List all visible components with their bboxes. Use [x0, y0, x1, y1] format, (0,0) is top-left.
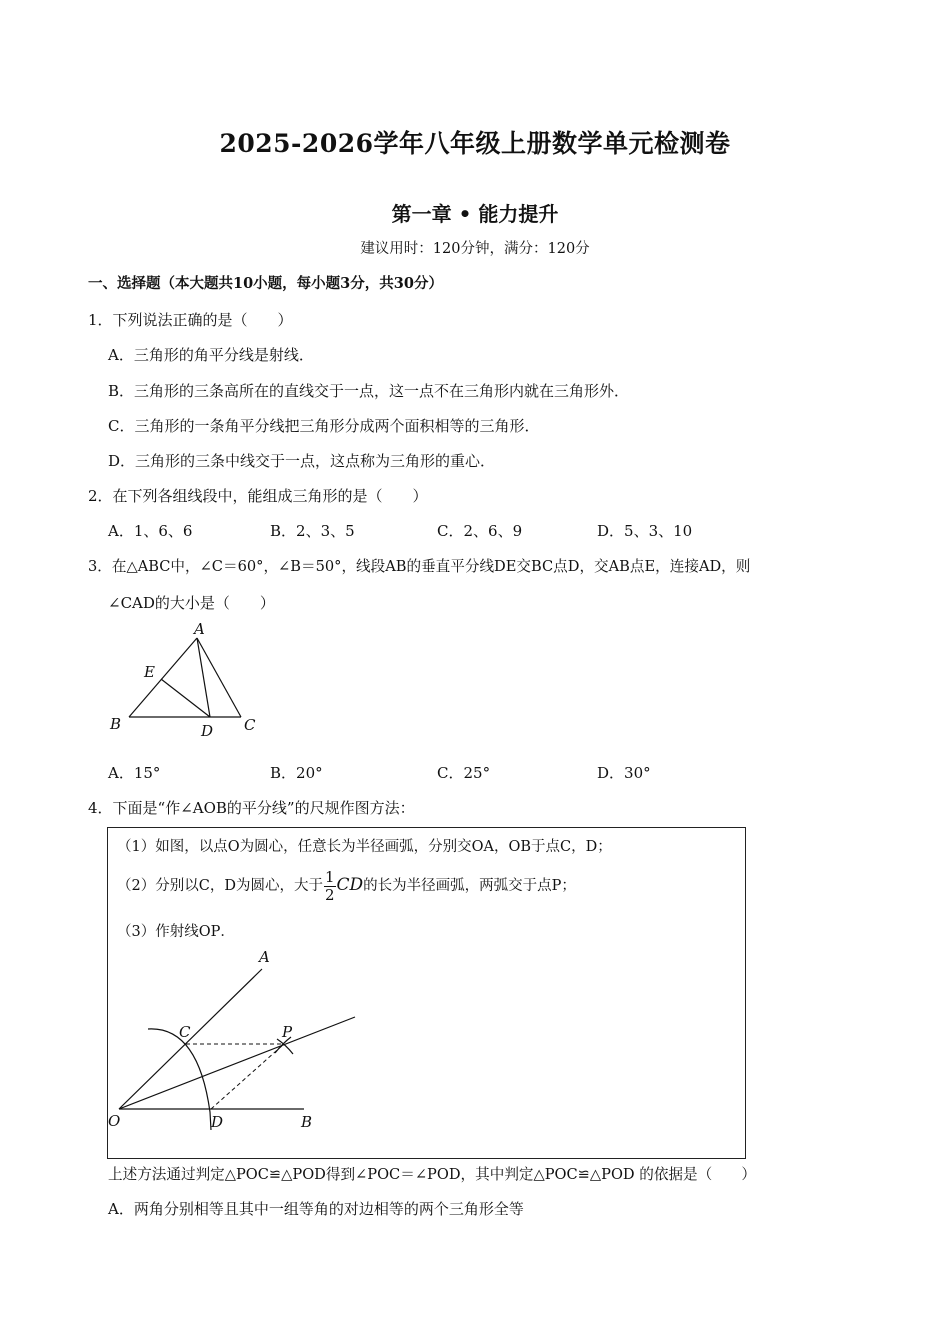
- point-label-c: C: [179, 1023, 191, 1041]
- fraction-half: [324, 869, 336, 904]
- angle-bisector-figure: [100, 940, 380, 1140]
- question-2-option-a: A．1、6、6: [108, 522, 193, 540]
- question-2-option-b: B．2、3、5: [270, 522, 355, 540]
- triangle-figure: [100, 616, 270, 746]
- construction-step-2-suffix: 的长为半径画弧，两弧交于点P；: [363, 878, 576, 894]
- point-label-d: D: [211, 1113, 224, 1131]
- question-2-option-d: D．5、3、10: [597, 522, 693, 540]
- question-2-option-c: C．2、6、9: [437, 522, 523, 540]
- vertex-label-d: D: [201, 722, 214, 740]
- construction-step-3: （3）作射线OP．: [117, 924, 235, 940]
- question-4-stem: 4．下面是“作∠AOB的平分线”的尺规作图方法：: [88, 799, 415, 817]
- fraction-numerator: 1: [324, 867, 335, 886]
- vertex-label-o: O: [108, 1112, 121, 1130]
- page-title: 2025-2026学年八年级上册数学单元检测卷: [219, 129, 731, 158]
- question-3-option-a: A．15°: [108, 764, 161, 782]
- vertex-label-c: C: [244, 716, 256, 734]
- question-4-option-a: A．两角分别相等且其中一组等角的对边相等的两个三角形全等: [108, 1200, 524, 1218]
- vertex-label-a: A: [194, 620, 205, 638]
- question-4-conclusion: 上述方法通过判定△POC≌△POD得到∠POC＝∠POD，其中判定△POC≌△POD 的依据是（ ）: [108, 1166, 756, 1183]
- question-1-stem: 1．下列说法正确的是（ ）: [88, 311, 293, 329]
- fraction-denominator: 2: [324, 885, 335, 904]
- question-1-option-a: A．三角形的角平分线是射线．: [108, 346, 314, 364]
- construction-step-2-prefix: （2）分别以C，D为圆心，大于: [117, 878, 323, 894]
- question-3-option-d: D．30°: [597, 764, 651, 782]
- question-3-option-c: C．25°: [437, 764, 491, 782]
- question-1-option-b: B．三角形的三条高所在的直线交于一点，这一点不在三角形内就在三角形外．: [108, 382, 630, 400]
- question-3-option-b: B．20°: [270, 764, 323, 782]
- vertex-label-b: B: [110, 715, 122, 733]
- question-1-option-d: D．三角形的三条中线交于一点，这点称为三角形的重心．: [108, 452, 496, 470]
- construction-step-2: [117, 867, 576, 904]
- ray-label-b: B: [301, 1113, 313, 1131]
- question-2-stem: 2．在下列各组线段中，能组成三角形的是（ ）: [88, 487, 428, 505]
- construction-step-1: （1）如图，以点O为圆心，任意长为半径画弧，分别交OA，OB于点C，D；: [117, 839, 612, 855]
- segment-cd: CD: [336, 875, 364, 895]
- ray-label-a: A: [259, 948, 270, 966]
- section-heading: 一、选择题（本大题共10小题，每小题3分，共30分）: [88, 275, 443, 292]
- question-3-stem-line2: ∠CAD的大小是（ ）: [108, 594, 275, 612]
- question-1-option-c: C．三角形的一条角平分线把三角形分成两个面积相等的三角形．: [108, 417, 540, 435]
- point-label-p: P: [282, 1023, 293, 1041]
- exam-meta: 建议用时：120分钟，满分：120分: [360, 241, 590, 257]
- chapter-subtitle: 第一章 • 能力提升: [391, 202, 559, 226]
- question-3-stem-line1: 3．在△ABC中，∠C＝60°，∠B＝50°，线段AB的垂直平分线DE交BC点D，交AB点E，连接AD，则: [88, 558, 751, 575]
- vertex-label-e: E: [144, 663, 155, 681]
